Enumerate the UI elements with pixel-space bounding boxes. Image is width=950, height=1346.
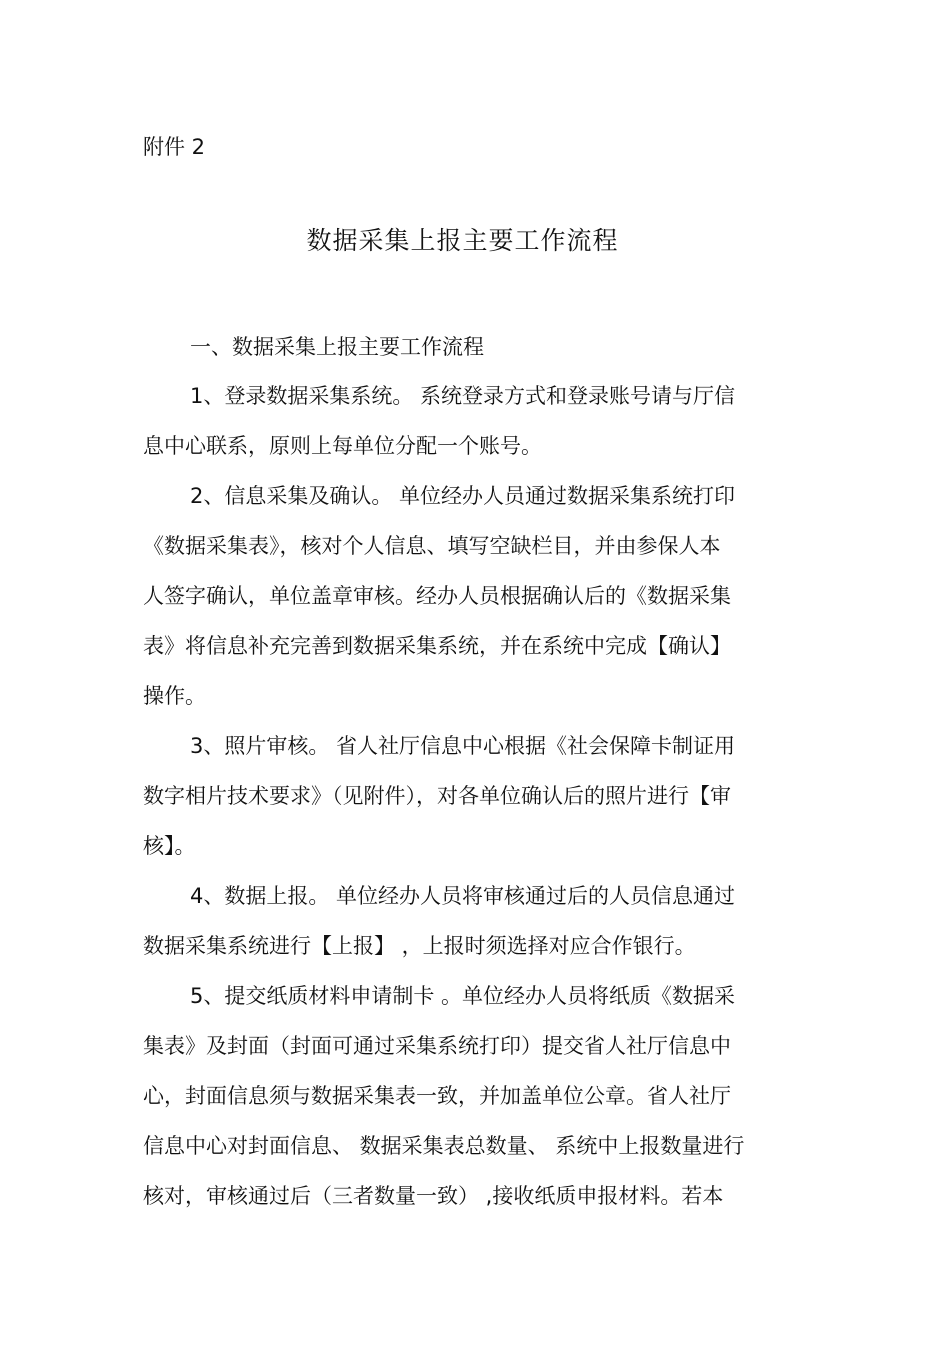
paragraph-line: 息中心联系，原则上每单位分配一个账号。	[143, 434, 542, 458]
paragraph-line: 《数据采集表》，核对个人信息、填写空缺栏目，并由参保人本	[143, 534, 721, 558]
paragraph-line: 集表》及封面（封面可通过采集系统打印）提交省人社厅信息中	[143, 1034, 731, 1058]
paragraph-line: 1、登录数据采集系统。 系统登录方式和登录账号请与厅信	[190, 384, 736, 408]
paragraph-line: 5、提交纸质材料申请制卡 。单位经办人员将纸质《数据采	[190, 984, 736, 1008]
document-title: 数据采集上报主要工作流程	[306, 226, 619, 255]
paragraph-line: 人签字确认，单位盖章审核。经办人员根据确认后的《数据采集	[143, 584, 731, 608]
paragraph-line: 核对，审核通过后（三者数量一致） ,接收纸质申报材料。若本	[143, 1184, 724, 1208]
paragraph-line: 3、照片审核。 省人社厅信息中心根据《社会保障卡制证用	[190, 734, 736, 758]
paragraph-line: 表》将信息补充完善到数据采集系统，并在系统中完成【确认】	[143, 634, 731, 658]
paragraph-line: 4、数据上报。 单位经办人员将审核通过后的人员信息通过	[190, 884, 736, 908]
paragraph-line: 核】。	[143, 834, 196, 858]
paragraph-line: 信息中心对封面信息、 数据采集表总数量、 系统中上报数量进行	[143, 1134, 745, 1158]
paragraph-line: 数据采集系统进行【上报】 ，上报时须选择对应合作银行。	[143, 934, 696, 958]
paragraph-line: 心，封面信息须与数据采集表一致，并加盖单位公章。省人社厅	[143, 1084, 731, 1108]
attachment-label: 附件 2	[143, 135, 206, 159]
section-heading: 一、数据采集上报主要工作流程	[190, 335, 484, 359]
paragraph-line: 数字相片技术要求》（见附件），对各单位确认后的照片进行【审	[143, 784, 731, 808]
paragraph-line: 2、信息采集及确认。 单位经办人员通过数据采集系统打印	[190, 484, 736, 508]
paragraph-line: 操作。	[143, 684, 206, 708]
